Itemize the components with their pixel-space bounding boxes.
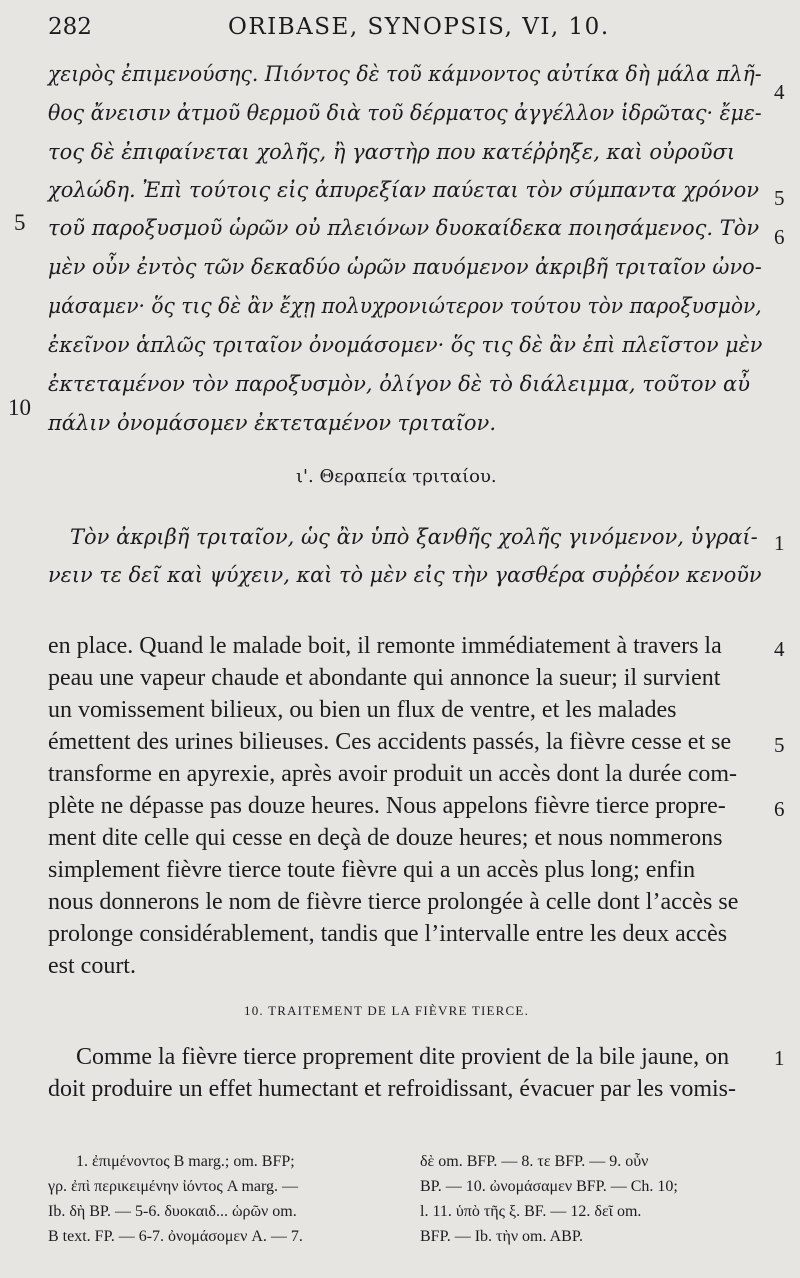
line-number: 1: [774, 531, 785, 555]
greek-section-heading: ι'. Θεραπεία τριταίου.: [296, 466, 497, 487]
footnote-line: γρ. ἐπὶ περικειμένην ἰόντος A marg. —: [48, 1178, 299, 1195]
french-line: ment dite celle qui cesse en deçà de douze heures; et nous nommerons: [48, 825, 723, 851]
french-line: un vomissement bilieux, ou bien un flux de ventre, et les malades: [48, 697, 677, 723]
greek-line: τοῦ παροξυσμοῦ ὡρῶν οὐ πλειόνων δυοκαίδεκα ποιησάμενος. Τὸν: [48, 216, 760, 240]
footnote-line: 1. ἐπιμένοντος B marg.; om. BFP;: [76, 1153, 295, 1170]
greek-line: χολώδη. Ἐπὶ τούτοις εἰς ἀπυρεξίαν παύεται τὸν σύμπαντα χρόνον: [48, 178, 759, 202]
greek-line: ἐκτεταμένον τὸν παροξυσμὸν, ὀλίγον δὲ τὸ διάλειμμα, τοῦτον αὖ: [48, 372, 750, 396]
line-number: 1: [774, 1046, 785, 1070]
greek-line: τος δὲ ἐπιφαίνεται χολῆς, ἢ γαστὴρ που κατέῤῥηξε, καὶ οὐροῦσι: [48, 140, 736, 164]
greek-line: πάλιν ὀνομάσομεν ἐκτεταμένον τριταῖον.: [48, 411, 496, 435]
french-line: en place. Quand le malade boit, il remonte immédiatement à travers la: [48, 633, 722, 659]
greek-line: Τὸν ἀκριβῆ τριταῖον, ὡς ἂν ὑπὸ ξανθῆς χολῆς γινόμενον, ὑγραί-: [70, 525, 758, 549]
footnote-line: δὲ om. BFP. — 8. τε BFP. — 9. οὖν: [420, 1153, 649, 1170]
greek-line: ἐκεῖνον ἁπλῶς τριταῖον ὀνομάσομεν· ὅς τις δὲ ἂν ἐπὶ πλεῖστον μὲν: [48, 333, 763, 357]
line-number: 6: [774, 225, 785, 249]
line-number: 6: [774, 797, 785, 821]
french-line: nous donnerons le nom de fièvre tierce prolongée à celle dont l’accès se: [48, 889, 739, 915]
greek-line: νειν τε δεῖ καὶ ψύχειν, καὶ τὸ μὲν εἰς τὴν γασθέρα συῤῥέον κενοῦν: [48, 563, 762, 587]
line-number: 5: [14, 210, 26, 235]
french-line: Comme la fièvre tierce proprement dite provient de la bile jaune, on: [76, 1044, 730, 1070]
greek-line: θος ἄνεισιν ἀτμοῦ θερμοῦ διὰ τοῦ δέρματος ἀγγέλλον ἱδρῶτας· ἔμε-: [48, 101, 762, 125]
footnote-line: l. 11. ὑπὸ τῆς ξ. BF. — 12. δεῖ om.: [420, 1203, 642, 1220]
footnote-line: B text. FP. — 6-7. ὀνομάσομεν A. — 7.: [48, 1228, 303, 1245]
greek-line: μάσαμεν· ὅς τις δὲ ἂν ἔχῃ πολυχρονιώτερον τούτου τὸν παροξυσμὸν,: [48, 294, 762, 318]
line-number: 5: [774, 186, 785, 210]
french-line: transforme en apyrexie, après avoir produit un accès dont la durée com-: [48, 761, 738, 787]
french-line: émettent des urines bilieuses. Ces accidents passés, la fièvre cesse et se: [48, 729, 732, 755]
line-number: 5: [774, 733, 785, 757]
line-number: 4: [774, 80, 785, 104]
footnote-line: BFP. — Ib. τὴν om. ABP.: [420, 1228, 583, 1245]
french-line: peau une vapeur chaude et abondante qui annonce la sueur; il survient: [48, 665, 721, 691]
french-line: prolonge considérablement, tandis que l’intervalle entre les deux accès: [48, 921, 728, 947]
footnote-line: Ib. δὴ BP. — 5-6. δυοκαιδ... ὡρῶν om.: [48, 1203, 297, 1220]
french-line: simplement fièvre tierce toute fièvre qui a un accès plus long; enfin: [48, 857, 696, 883]
greek-line: μὲν οὖν ἐντὸς τῶν δεκαδύο ὡρῶν παυόμενον ἀκριβῆ τριταῖον ὠνο-: [48, 255, 762, 279]
french-section-heading: 10. TRAITEMENT DE LA FIÈVRE TIERCE.: [244, 1003, 530, 1018]
french-line: doit produire un effet humectant et refroidissant, évacuer par les vomis-: [48, 1076, 736, 1102]
french-line: est court.: [48, 953, 136, 979]
footnote-line: BP. — 10. ὠνομάσαμεν BFP. — Ch. 10;: [420, 1178, 678, 1195]
line-number: 10: [8, 395, 31, 420]
line-number: 4: [774, 637, 785, 661]
page-number: 282: [48, 14, 92, 40]
french-line: plète ne dépasse pas douze heures. Nous appelons fièvre tierce propre-: [48, 793, 726, 819]
running-title: ORIBASE, SYNOPSIS, VI, 10.: [228, 14, 610, 40]
greek-line: χειρὸς ἐπιμενούσης. Πιόντος δὲ τοῦ κάμνοντος αὐτίκα δὴ μάλα πλῆ-: [48, 62, 762, 86]
